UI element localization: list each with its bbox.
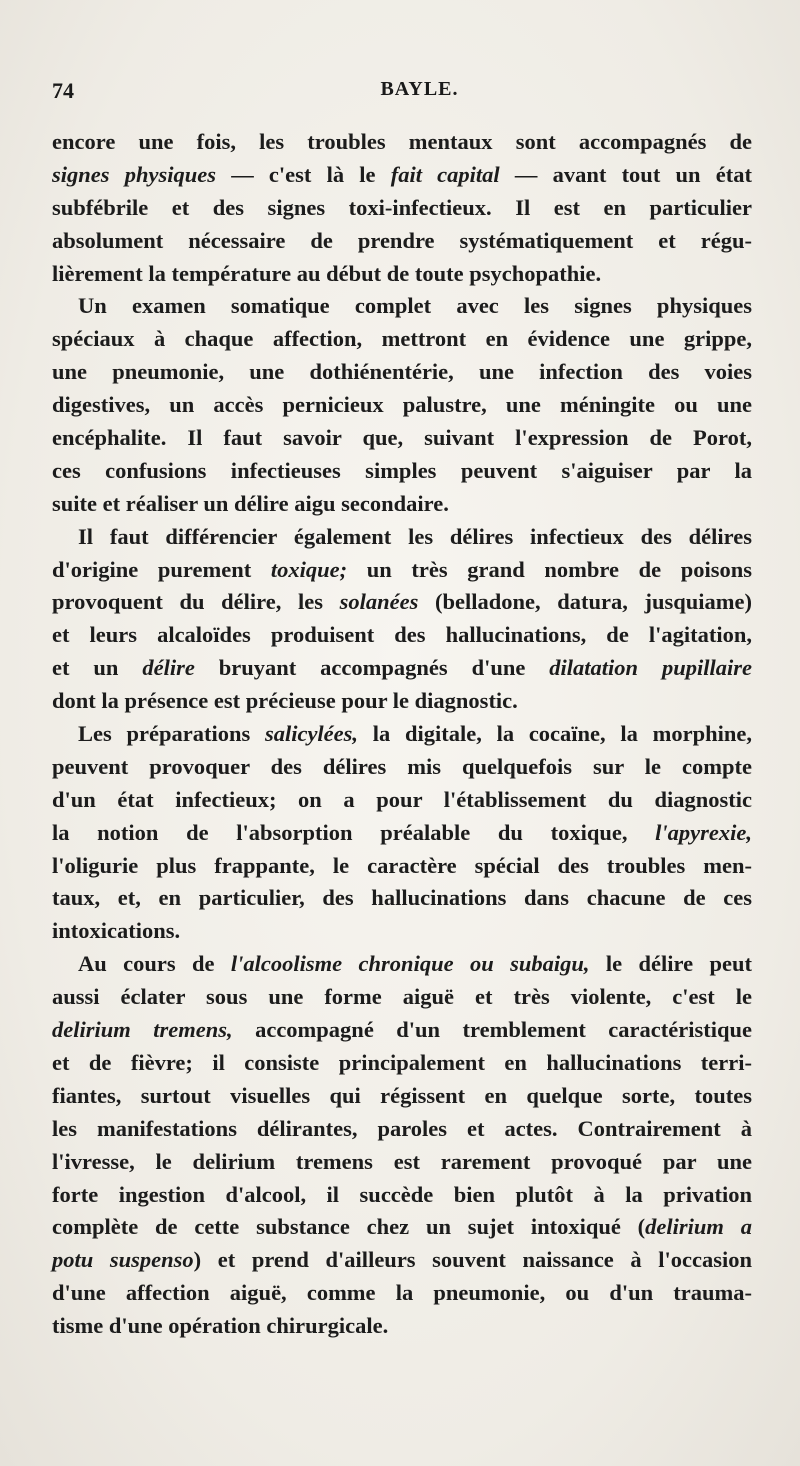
text-segment: spéciaux à chaque affection, mettront en évidence une grippe, xyxy=(52,326,752,352)
text-segment: encéphalite. Il faut savoir que, suivant l'expression de Porot, xyxy=(52,425,752,451)
text-line xyxy=(52,718,752,751)
text-line xyxy=(52,422,752,455)
text-segment: l'ivresse, le delirium tremens est rarement provoqué par une xyxy=(52,1148,752,1174)
text-line xyxy=(52,258,752,291)
text-segment: encore une fois, les troubles mentaux sont accompagnés de xyxy=(52,129,752,154)
text-segment: d'une affection aiguë, comme la pneumonie, ou d'un trauma- xyxy=(52,1280,752,1306)
text-segment: intoxications. xyxy=(52,918,181,944)
text-segment: forte ingestion d'alcool, il succède bien plutôt à la privation xyxy=(52,1181,752,1207)
text-segment: un très grand nombre de poisons xyxy=(347,556,752,582)
text-line xyxy=(52,784,752,817)
text-segment: et de fièvre; il consiste principalement en hallucinations terri- xyxy=(52,1049,752,1075)
text-line xyxy=(52,1277,752,1310)
text-line xyxy=(52,948,752,981)
text-segment: les manifestations délirantes, paroles et actes. Contrairement à xyxy=(52,1115,752,1141)
italic-text: solanées xyxy=(339,589,419,615)
text-line xyxy=(52,1244,752,1277)
text-line xyxy=(52,290,752,323)
text-line xyxy=(52,1080,752,1113)
text-line xyxy=(52,1047,752,1080)
italic-text: delirium a xyxy=(645,1214,752,1240)
text-line xyxy=(52,586,752,619)
italic-text: l'apyrexie, xyxy=(655,819,752,845)
text-segment: une pneumonie, une dothiénentérie, une infection des voies xyxy=(52,359,752,385)
italic-text: délire xyxy=(142,655,195,681)
text-line xyxy=(52,126,752,159)
text-line xyxy=(52,1113,752,1146)
text-segment: subfébrile et des signes toxi-infectieux. Il est en particulier xyxy=(52,194,752,220)
text-segment: et leurs alcaloïdes produisent des hallucinations, de l'agitation, xyxy=(52,622,752,648)
text-line xyxy=(52,817,752,850)
text-segment: d'origine purement xyxy=(52,556,271,582)
text-segment: digestives, un accès pernicieux palustre, une méningite ou une xyxy=(52,392,752,418)
text-segment: — avant tout un état xyxy=(499,161,752,187)
text-segment: lièrement la température au début de toute psychopathie. xyxy=(52,260,602,286)
text-segment: complète de cette substance chez un sujet intoxiqué ( xyxy=(52,1214,646,1240)
text-segment: la digitale, la cocaïne, la morphine, xyxy=(358,721,753,747)
text-segment: Au cours de xyxy=(78,951,231,977)
italic-text: dilatation pupillaire xyxy=(549,655,752,681)
text-line xyxy=(52,850,752,883)
text-segment: et un xyxy=(52,655,143,681)
text-line xyxy=(52,685,752,718)
page-header xyxy=(52,78,752,108)
text-segment: — c'est là le xyxy=(215,161,391,187)
italic-text: potu suspenso xyxy=(52,1247,194,1273)
text-segment: dont la présence est précieuse pour le diagnostic. xyxy=(52,688,518,714)
text-line xyxy=(52,323,752,356)
italic-text: l'alcoolisme chronique ou subaigu, xyxy=(230,951,590,977)
text-segment: ces confusions infectieuses simples peuvent s'aiguiser par la xyxy=(52,457,752,483)
text-segment: la notion de l'absorption préalable du toxique, xyxy=(52,819,656,845)
text-segment: l'oligurie plus frappante, le caractère spécial des troubles men- xyxy=(52,852,752,878)
text-segment: tisme d'une opération chirurgicale. xyxy=(52,1313,389,1339)
text-line xyxy=(52,389,752,422)
text-line xyxy=(52,159,752,192)
text-line xyxy=(52,915,752,948)
text-line xyxy=(52,1310,752,1343)
text-line xyxy=(52,225,752,258)
page-number: 74 xyxy=(52,78,74,103)
text-line xyxy=(52,488,752,521)
text-segment: bruyant accompagnés d'une xyxy=(194,655,550,681)
running-head: BAYLE. xyxy=(380,78,459,100)
text-segment: Les préparations xyxy=(78,721,265,747)
text-line xyxy=(52,554,752,587)
text-line xyxy=(52,192,752,225)
text-line xyxy=(52,455,752,488)
text-segment: Il faut différencier également les délires infectieux des délires xyxy=(78,523,752,549)
italic-text: toxique; xyxy=(270,556,348,582)
text-line xyxy=(52,619,752,652)
italic-text: salicylées, xyxy=(264,721,359,747)
text-line xyxy=(52,652,752,685)
text-segment: peuvent provoquer des délires mis quelquefois sur le compte xyxy=(52,753,752,779)
text-segment: ) et prend d'ailleurs souvent naissance à l'occasion xyxy=(193,1247,752,1273)
text-line xyxy=(52,1146,752,1179)
text-line xyxy=(52,1179,752,1212)
text-line xyxy=(52,356,752,389)
italic-text: fait capital xyxy=(390,161,500,187)
text-line xyxy=(52,882,752,915)
text-segment: le délire peut xyxy=(589,951,752,977)
text-line xyxy=(52,751,752,784)
text-segment: Un examen somatique complet avec les signes physiques xyxy=(78,293,752,319)
italic-text: signes physiques xyxy=(52,161,216,187)
italic-text: delirium tremens, xyxy=(52,1017,233,1043)
text-segment: taux, et, en particulier, des hallucinations dans chacune de ces xyxy=(52,885,752,911)
text-line xyxy=(52,1014,752,1047)
body-text xyxy=(52,126,752,1343)
text-segment: suite et réaliser un délire aigu secondaire. xyxy=(52,490,449,516)
text-line xyxy=(52,981,752,1014)
text-line xyxy=(52,521,752,554)
text-segment: accompagné d'un tremblement caractéristique xyxy=(232,1017,752,1043)
text-segment: aussi éclater sous une forme aiguë et très violente, c'est le xyxy=(52,984,752,1010)
text-line xyxy=(52,1211,752,1244)
text-segment: absolument nécessaire de prendre systématiquement et régu- xyxy=(52,227,752,253)
text-segment: d'un état infectieux; on a pour l'établissement du diagnostic xyxy=(52,786,752,812)
text-segment: provoquent du délire, les xyxy=(52,589,340,615)
text-segment: (belladone, datura, jusquiame) xyxy=(418,589,753,615)
text-segment: fiantes, surtout visuelles qui régissent en quelque sorte, toutes xyxy=(52,1082,752,1108)
